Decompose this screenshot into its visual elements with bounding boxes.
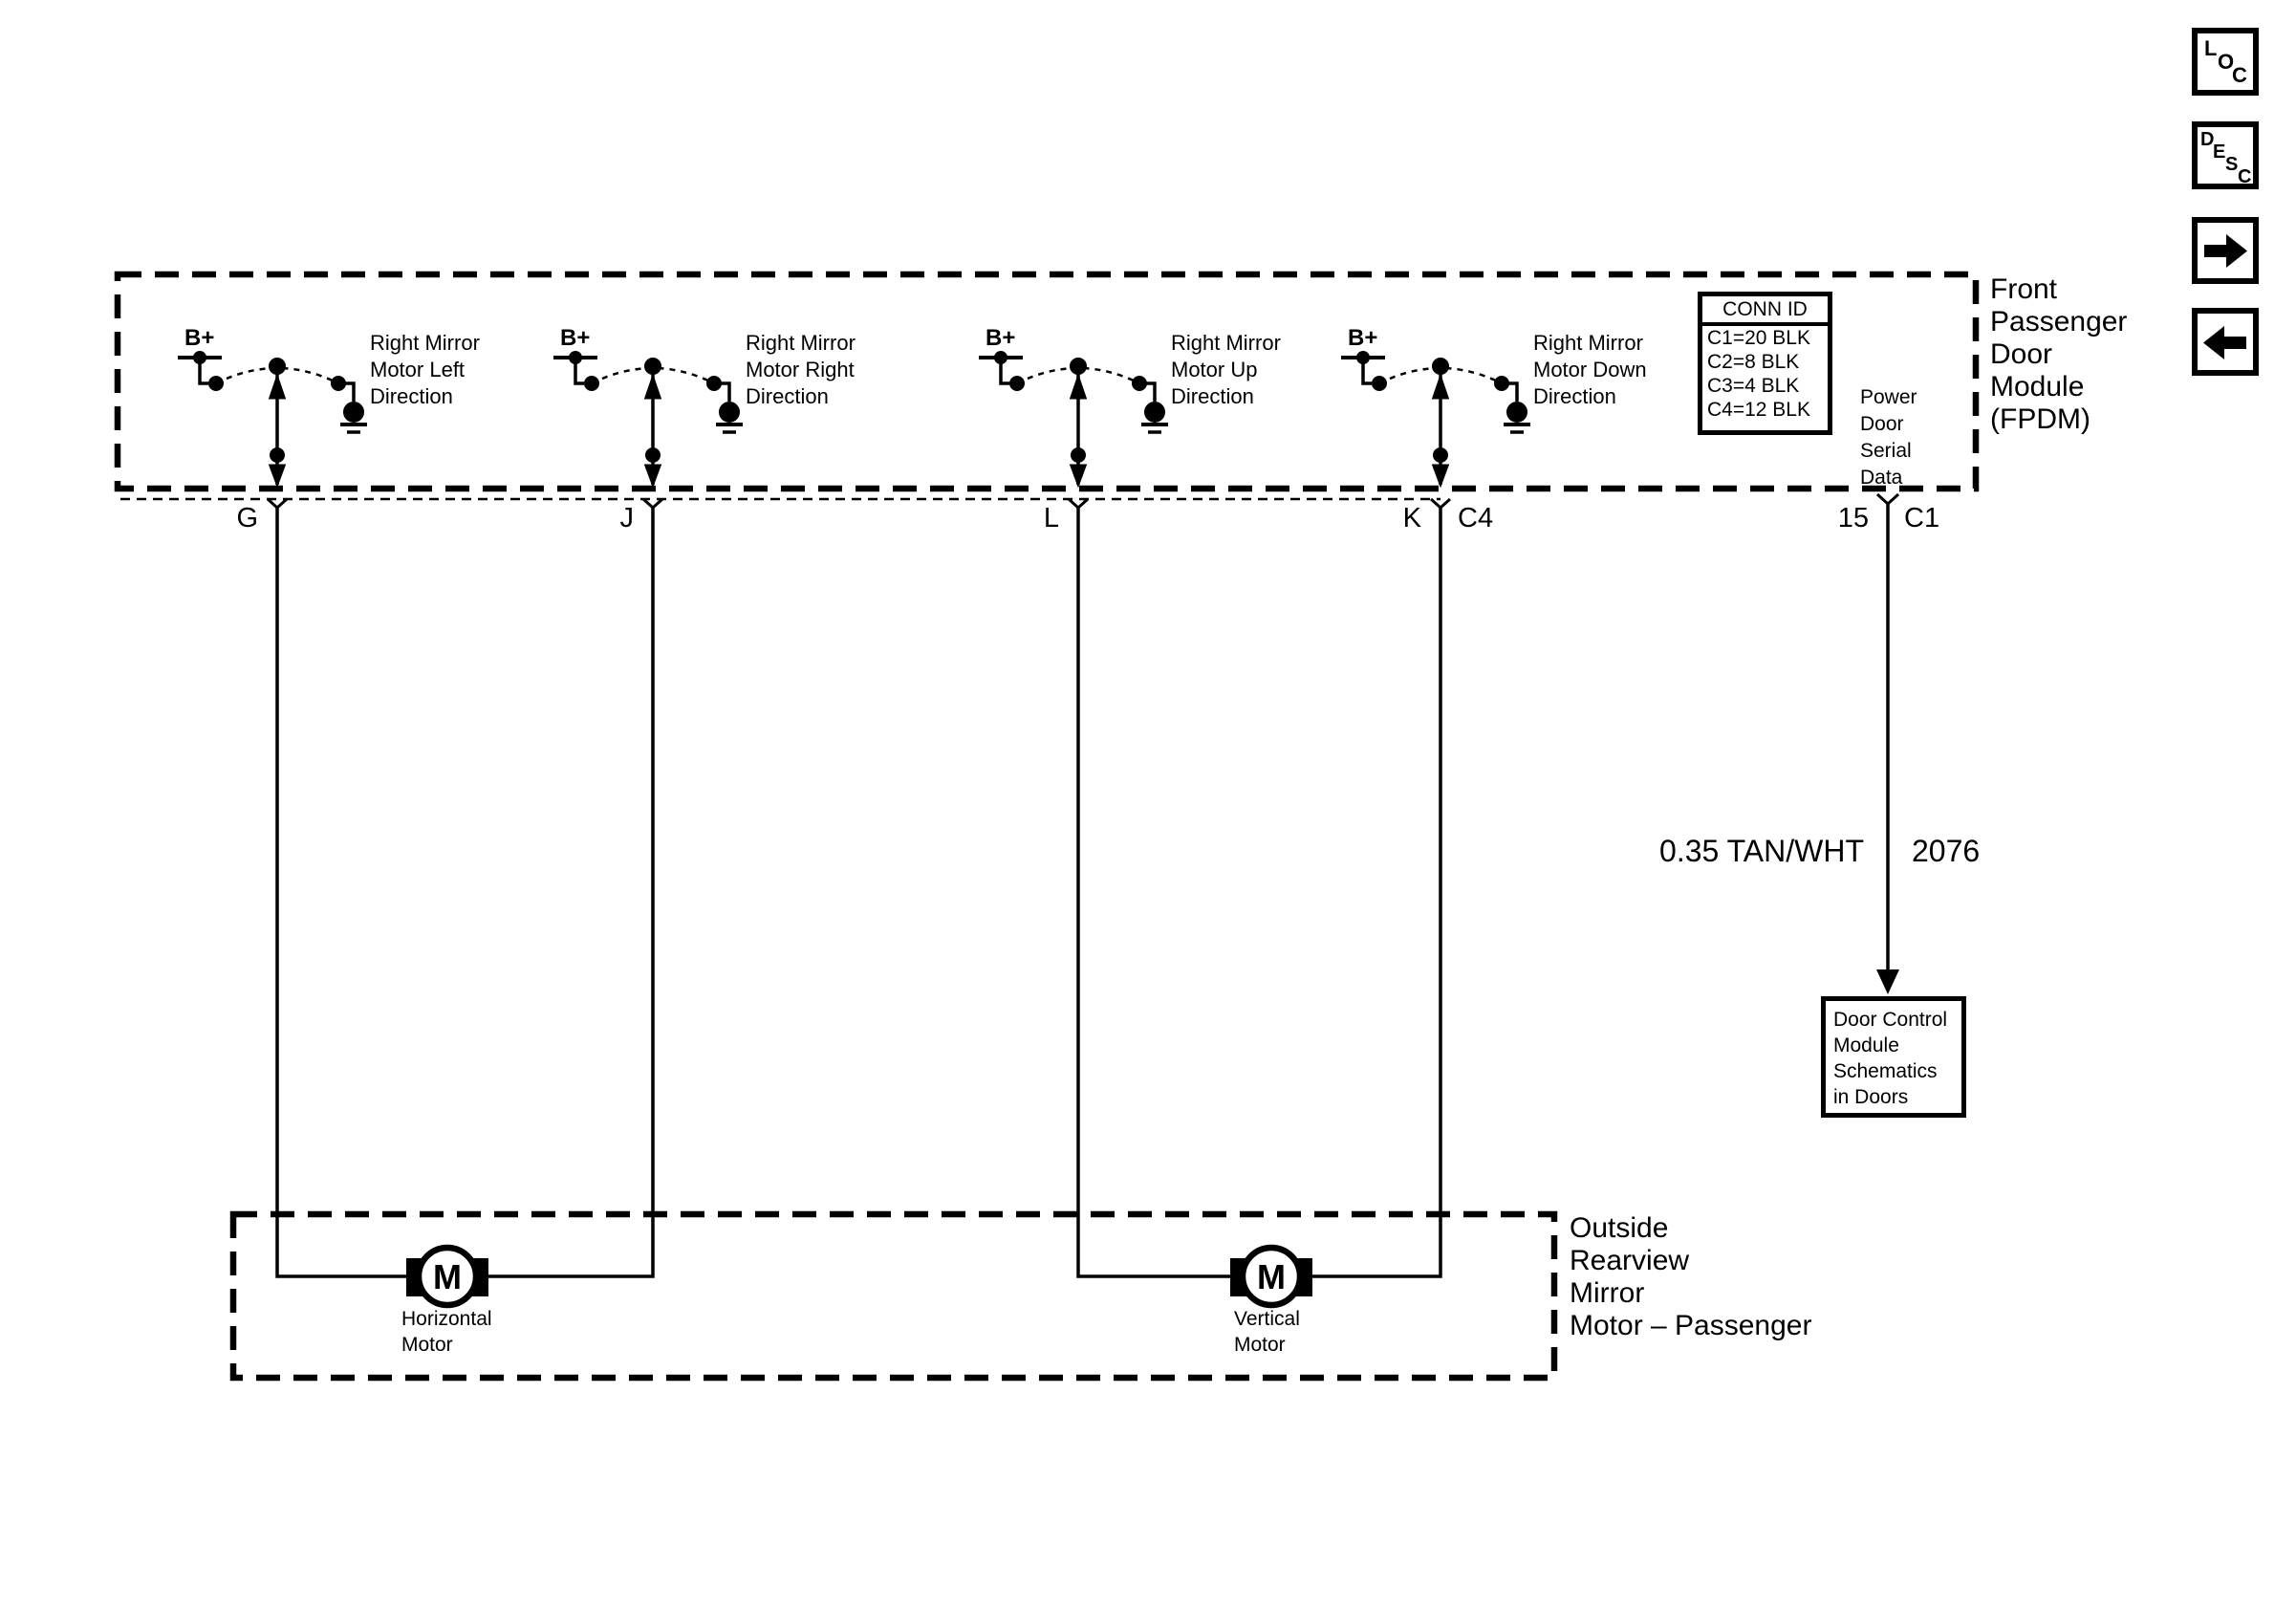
ground-icon (1145, 403, 1165, 423)
label-line: Module (1833, 1034, 1899, 1056)
junction-dot (1072, 448, 1086, 463)
connector-pin-j-icon (643, 499, 662, 508)
down-arrow-icon (270, 465, 286, 487)
up-arrow-icon (270, 375, 286, 399)
door-control-module-box (1821, 996, 1966, 1118)
mirror-right-switch-label (746, 330, 856, 410)
ground-icon (1507, 403, 1527, 423)
connector-label-c1: C1 (1904, 503, 1940, 533)
title-line: Front (1990, 273, 2058, 305)
mirror-down-switch-symbol (1341, 352, 1530, 488)
conn-id-header: CONN ID (1702, 296, 1828, 326)
label-line: Direction (1171, 384, 1254, 408)
pin-label-15: 15 (1837, 503, 1869, 533)
label-line: Motor (1234, 1334, 1286, 1356)
horizontal-motor-symbol (406, 1248, 488, 1305)
mirror-assembly-title (1570, 1212, 1811, 1342)
title-line: Door (1990, 338, 2053, 370)
motor-symbol-letter: M (1257, 1257, 1286, 1296)
connector-pin-k-icon (1431, 499, 1450, 508)
connector-pin-g-icon (268, 499, 287, 508)
b-plus-label: B+ (560, 325, 591, 351)
title-line: Outside (1570, 1212, 1669, 1244)
loc-letter: L (2204, 36, 2218, 60)
conn-id-table (1698, 292, 1832, 435)
up-arrow-icon (1071, 375, 1087, 399)
label-line: Motor Down (1533, 358, 1647, 381)
forward-button[interactable] (2192, 217, 2259, 284)
title-line: Motor – Passenger (1570, 1310, 1812, 1341)
connector-pin-15-icon (1877, 494, 1898, 504)
label-line: Motor (401, 1334, 453, 1356)
vertical-motor-symbol (1230, 1248, 1312, 1305)
up-arrow-icon (645, 375, 661, 399)
conn-id-row: C4=12 BLK (1707, 399, 1810, 421)
label-line: Power (1860, 386, 1917, 408)
pin-label-j: J (619, 503, 634, 533)
down-arrow-icon (645, 465, 661, 487)
mirror-left-switch-symbol (178, 352, 367, 488)
desc-letter: C (2238, 166, 2252, 187)
pin-label-l: L (1043, 503, 1059, 533)
title-line: Mirror (1570, 1277, 1645, 1309)
title-line: Module (1990, 371, 2085, 403)
mirror-up-switch-label (1171, 330, 1281, 410)
label-line: Door (1860, 413, 1904, 435)
mirror-up-switch-symbol (979, 352, 1168, 488)
power-door-serial-data-label (1860, 384, 1917, 491)
loc-letter: C (2232, 63, 2247, 87)
desc-letter: D (2200, 129, 2215, 150)
up-arrow-icon (1433, 375, 1449, 399)
wire-pin-l-to-vertical-motor (1078, 508, 1231, 1276)
desc-letter: E (2213, 142, 2226, 163)
label-line: Motor Up (1171, 358, 1258, 381)
label-line: Direction (370, 384, 453, 408)
label-line: Direction (1533, 384, 1616, 408)
label-line: Direction (746, 384, 829, 408)
conn-id-row: C2=8 BLK (1707, 351, 1800, 373)
label-line: Right Mirror (1171, 331, 1281, 355)
desc-button[interactable] (2192, 121, 2259, 189)
wire-pin-j-to-horizontal-motor (487, 508, 653, 1276)
junction-dot (646, 448, 661, 463)
ground-icon (720, 403, 740, 423)
label-line: Right Mirror (370, 331, 480, 355)
label-line: in Doors (1833, 1086, 1909, 1108)
wire-pin-k-to-vertical-motor (1311, 508, 1440, 1276)
horizontal-motor-label (401, 1306, 492, 1358)
conn-id-row: C3=4 BLK (1707, 375, 1800, 397)
junction-dot (1434, 448, 1448, 463)
label-line: Door Control (1833, 1009, 1948, 1031)
b-plus-label: B+ (986, 325, 1016, 351)
label-line: Motor Right (746, 358, 855, 381)
wire-pin-g-to-horizontal-motor (277, 508, 407, 1276)
wire-size-color-label: 0.35 TAN/WHT (1659, 834, 1864, 868)
right-arrow-icon (2198, 223, 2253, 278)
conn-id-row: C1=20 BLK (1707, 327, 1810, 349)
b-plus-label: B+ (184, 325, 215, 351)
loc-button[interactable] (2192, 28, 2259, 96)
connector-label-c4: C4 (1458, 503, 1494, 533)
label-line: Serial (1860, 440, 1912, 462)
connector-pin-l-icon (1069, 499, 1088, 508)
label-line: Data (1860, 467, 1903, 489)
label-line: Schematics (1833, 1060, 1938, 1082)
desc-letter: S (2225, 154, 2239, 175)
down-arrow-icon (1433, 465, 1449, 487)
wire-circuit-number-label: 2076 (1912, 834, 1981, 868)
mirror-down-switch-label (1533, 330, 1647, 410)
left-arrow-icon (2198, 314, 2253, 370)
loc-letter: O (2218, 50, 2235, 74)
down-arrow-icon (1071, 465, 1087, 487)
label-line: Right Mirror (1533, 331, 1643, 355)
mirror-left-switch-label (370, 330, 480, 410)
mirror-right-switch-symbol (553, 352, 743, 488)
fpdm-module-title (1990, 273, 2127, 436)
b-plus-label: B+ (1348, 325, 1378, 351)
motor-symbol-letter: M (433, 1257, 462, 1296)
vertical-motor-label (1234, 1306, 1300, 1358)
pin-label-g: G (236, 503, 258, 533)
pin-label-k: K (1402, 503, 1421, 533)
label-line: Horizontal (401, 1308, 492, 1330)
back-button[interactable] (2192, 308, 2259, 376)
title-line: Rearview (1570, 1245, 1690, 1276)
ground-icon (344, 403, 364, 423)
title-line: (FPDM) (1990, 403, 2090, 435)
label-line: Vertical (1234, 1308, 1300, 1330)
label-line: Motor Left (370, 358, 466, 381)
serial-data-wire-arrow-icon (1876, 969, 1899, 994)
label-line: Right Mirror (746, 331, 856, 355)
junction-dot (271, 448, 285, 463)
title-line: Passenger (1990, 306, 2128, 337)
